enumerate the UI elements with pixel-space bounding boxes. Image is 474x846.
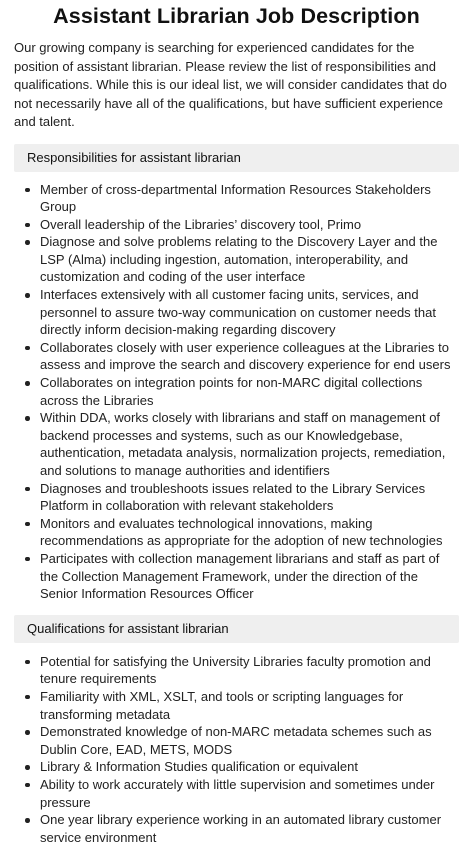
list-item: Diagnose and solve problems relating to the Discovery Layer and the LSP (Alma) including ingestion, automation, interoperability, and customization and coding of the user interface [40,233,459,286]
list-item: Monitors and evaluates technological innovations, making recommendations as appropriate for the adoption of new technologies [40,515,459,550]
page-title: Assistant Librarian Job Description [53,4,420,28]
list-item: Library & Information Studies qualification or equivalent [40,758,459,776]
list-item: Familiarity with XML, XSLT, and tools or scripting languages for transforming metadata [40,688,459,723]
list-item: Diagnoses and troubleshoots issues related to the Library Services Platform in collaboration with relevant stakeholders [40,480,459,515]
qualifications-heading: Qualifications for assistant librarian [14,615,459,643]
list-item: Demonstrated knowledge of non-MARC metadata schemes such as Dublin Core, EAD, METS, MODS [40,723,459,758]
list-item: Collaborates closely with user experience colleagues at the Libraries to assess and improve the search and discovery experience for end users [40,339,459,374]
qualifications-list [14,653,459,846]
responsibilities-list [14,181,459,603]
list-item: Member of cross-departmental Information Resources Stakeholders Group [40,181,459,216]
list-item: Participates with collection management librarians and staff as part of the Collection Management Framework, under the direction of the Senior Information Resources Officer [40,550,459,603]
responsibilities-heading: Responsibilities for assistant librarian [14,144,459,172]
intro-paragraph: Our growing company is searching for experienced candidates for the position of assistant librarian. Please review the list of responsibilities and qualifications. While this is our ideal list, we will consider candidates that do not necessarily have all of the qualifications, but have sufficient experience and talent. [14,40,447,129]
list-item: Potential for satisfying the University Libraries faculty promotion and tenure requirements [40,653,459,688]
list-item: Within DDA, works closely with librarians and staff on management of backend processes and systems, such as our Knowledgebase, authentication, metadata analysis, normalization projects, remediation, and solutions to manage authorities and identifiers [40,409,459,479]
list-item: One year library experience working in an automated library customer service environment [40,811,459,846]
list-item: Overall leadership of the Libraries’ discovery tool, Primo [40,216,459,234]
list-item: Ability to work accurately with little supervision and sometimes under pressure [40,776,459,811]
list-item: Interfaces extensively with all customer facing units, services, and personnel to assure two-way communication on customer needs that directly inform decision-making regarding discovery [40,286,459,339]
list-item: Collaborates on integration points for non-MARC digital collections across the Libraries [40,374,459,409]
